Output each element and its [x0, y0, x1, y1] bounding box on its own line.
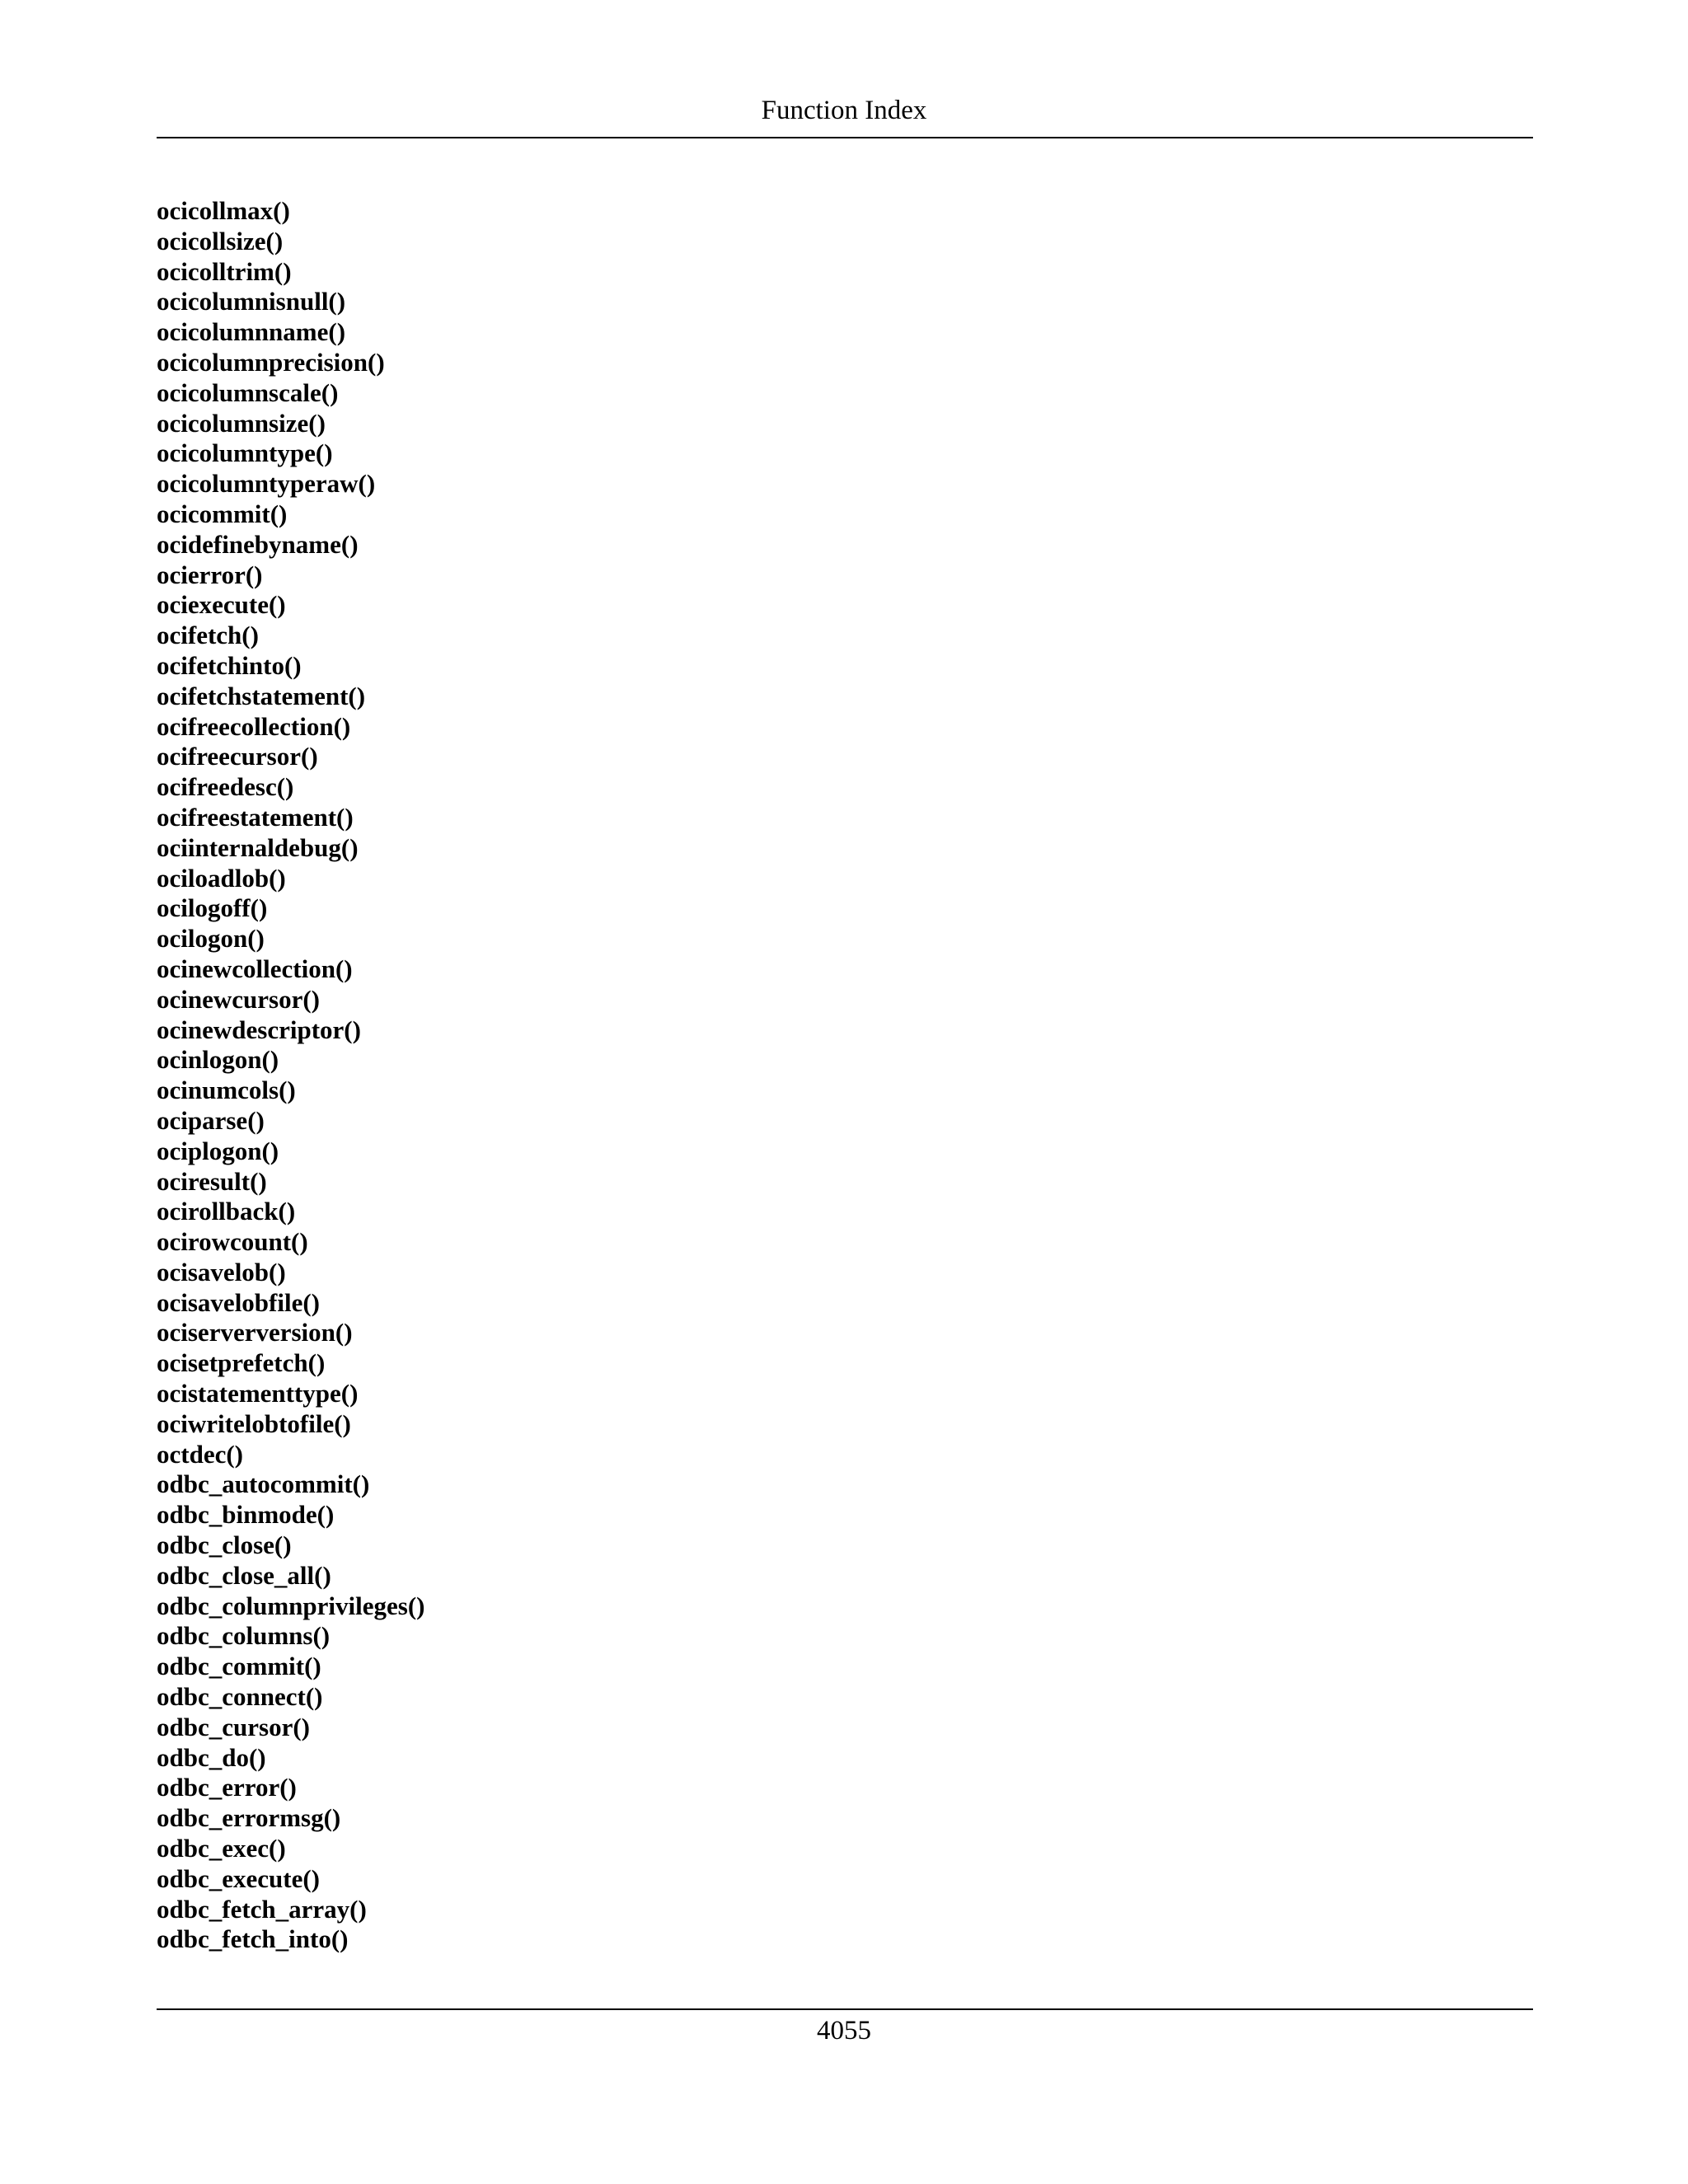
function-index-entry: odbc_close_all() — [157, 1560, 331, 1590]
function-index-entry: odbc_binmode() — [157, 1500, 335, 1530]
function-index-entry: ocicolumnname() — [157, 317, 346, 347]
function-index-entry: odbc_columns() — [157, 1621, 331, 1651]
function-index-entry: ocicommit() — [157, 499, 288, 528]
function-index-entry: ocicollsize() — [157, 226, 284, 255]
function-index-entry: ociparse() — [157, 1105, 265, 1135]
function-index-entry: ociresult() — [157, 1166, 267, 1196]
function-index-entry: odbc_fetch_into() — [157, 1924, 349, 1954]
function-index-entry: ociserverversion() — [157, 1318, 353, 1347]
function-index-entry: ociinternaldebug() — [157, 832, 359, 862]
function-index-entry: odbc_execute() — [157, 1863, 320, 1893]
function-index-entry: ociwritelobtofile() — [157, 1408, 351, 1438]
function-index-entry: ocicolumnisnull() — [157, 287, 346, 316]
function-index-entry: ocicolumnsize() — [157, 408, 326, 438]
function-index-entry: odbc_cursor() — [157, 1712, 310, 1741]
function-index-entry: ocinewdescriptor() — [157, 1015, 361, 1044]
function-index-entry: ocisetprefetch() — [157, 1348, 326, 1378]
function-index-entry: ocilogoff() — [157, 893, 268, 923]
function-index-entry: ocinlogon() — [157, 1045, 279, 1075]
function-index-entry: ocilogon() — [157, 924, 265, 954]
function-index-entry: ocisavelob() — [157, 1257, 286, 1286]
function-index-entry: ocinumcols() — [157, 1076, 296, 1105]
function-index-entry: ocinewcursor() — [157, 984, 320, 1014]
function-index-entry: odbc_commit() — [157, 1652, 321, 1681]
function-index-entry: ocicollmax() — [157, 196, 290, 225]
function-index-entry: ocifreestatement() — [157, 802, 354, 832]
function-index-entry: ocifreedesc() — [157, 772, 294, 802]
function-index-entry: ocifetch() — [157, 621, 259, 650]
function-index-entry: ocistatementtype() — [157, 1379, 359, 1408]
function-index-entry: ocisavelobfile() — [157, 1287, 321, 1317]
function-index-entry: ocifreecursor() — [157, 742, 318, 771]
function-index-entry: odbc_fetch_array() — [157, 1894, 367, 1924]
function-index-entry: odbc_columnprivileges() — [157, 1591, 425, 1620]
function-index-entry: odbc_do() — [157, 1742, 266, 1772]
function-index-entry: ocifetchstatement() — [157, 681, 366, 710]
function-index-entry: odbc_errormsg() — [157, 1803, 341, 1833]
function-index-entry: ocicolumnprecision() — [157, 347, 385, 377]
footer-divider — [157, 2008, 1533, 2010]
function-index-entry: ocicolltrim() — [157, 256, 292, 286]
function-index-entry: ocinewcollection() — [157, 954, 353, 983]
function-index-entry: ocifetchinto() — [157, 650, 302, 680]
function-index-entry: ocirowcount() — [157, 1227, 308, 1257]
function-index-entry: ocierror() — [157, 560, 263, 589]
function-index-entry: ociloadlob() — [157, 863, 286, 893]
header-divider — [157, 137, 1533, 138]
function-index-entry: ocicolumntyperaw() — [157, 469, 376, 499]
function-index-entry: odbc_error() — [157, 1773, 297, 1802]
function-index-entry: ocidefinebyname() — [157, 529, 359, 559]
function-index-entry: odbc_connect() — [157, 1682, 323, 1712]
function-index-entry: ociexecute() — [157, 590, 286, 620]
page-header-title: Function Index — [761, 96, 927, 125]
function-index-entry: odbc_autocommit() — [157, 1469, 370, 1499]
function-index-entry: ocicolumnscale() — [157, 377, 339, 407]
function-index-list — [157, 196, 425, 1955]
function-index-entry: ocirollback() — [157, 1197, 296, 1226]
function-index-entry: ociplogon() — [157, 1136, 279, 1165]
function-index-entry: ocifreecollection() — [157, 711, 351, 741]
function-index-entry: octdec() — [157, 1439, 243, 1469]
page-number: 4055 — [817, 2016, 871, 2046]
function-index-entry: ocicolumntype() — [157, 438, 333, 468]
function-index-entry: odbc_close() — [157, 1530, 292, 1560]
function-index-entry: odbc_exec() — [157, 1834, 286, 1863]
